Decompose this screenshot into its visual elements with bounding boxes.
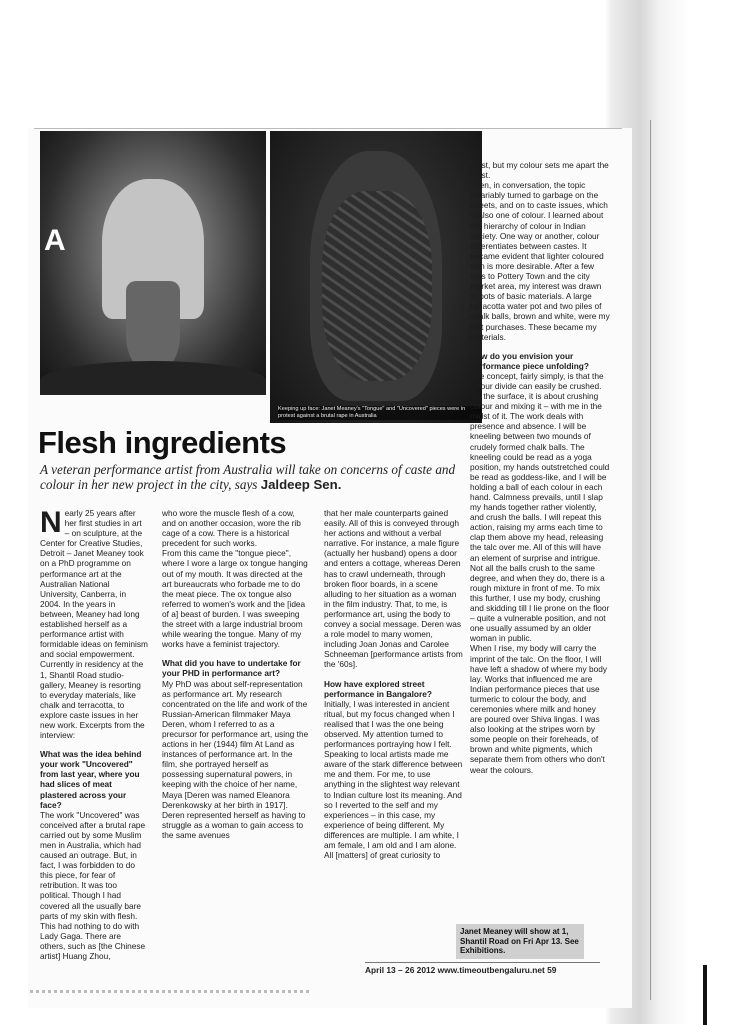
headline: Flesh ingredients bbox=[38, 425, 287, 460]
scan-artifact-strip bbox=[30, 990, 310, 993]
column-3-text: that her male counterparts gained easily. All of this is conveyed through her actions and without a verbal narrative. For instance, a male figure (actually her husband) opens a door and enters a cottage, whereas Deren has to crawl underneath, through broken floor boards, in a scene alluding to her situation as a woman in the film industry. That, to me, is performance art, using the body to convey a social message. Deren was a role model to many women, including Joan Jonas and Carolee Schneeman [performance artists from the '60s]. bbox=[324, 508, 463, 670]
answer-2: My PhD was about self-representation as performance art. My research concentrated on the life and work of the Russian-American filmmaker Maya Deren, whom I referred to as a precursor for performance art, using the actions in her (1944) film At Land as instances of performance art. In the film, she portrayed herself as possessing supernatural powers, in keeping with the choice of her name, Maya [Deren was named Eleanora Derenkowsky at her birth in 1917]. Deren represented herself as having to struggle as a woman to gain access to the same avenues bbox=[162, 678, 309, 840]
column-1-intro: early 25 years after her first studies in art – on sculpture, at the Center for Creative Studies, Detroit – Janet Meaney took on a PhD programme on performance art at the Australian National University, Canberra, in 2004. In the years in between, Meaney had long established herself as a performance artist with formidable ideas on feminism and social empowerment. Currently in residency at the 1, Shantil Road studio-gallery, Meaney is resorting to everyday materials, like chalk and terracotta, to explore caste issues in her new work. Excerpts from the interview: bbox=[40, 508, 148, 741]
question-1: What was the idea behind your work "Uncovered" from last year, where you had slices of meat plastered across your face? bbox=[40, 749, 142, 810]
column-3 bbox=[324, 508, 464, 860]
page-edge-mark bbox=[703, 965, 707, 1025]
column-2 bbox=[162, 508, 310, 840]
event-info-box: Janet Meaney will show at 1, Shantil Road on Fri Apr 13. See Exhibitions. bbox=[456, 924, 584, 959]
standfirst bbox=[40, 462, 460, 492]
photo-mask-texture bbox=[322, 191, 432, 381]
photo-uncovered bbox=[270, 131, 482, 423]
answer-3: Initially, I was interested in ancient ritual, but my focus changed when I realised that I was the one being observed. My attention turned to performances portraying how I felt. Speaking to local artists made me aware of the stark difference between me and them. For me, to use anything in the slightest way relevant to Indian culture lost its meaning. And so I reverted to the self and my experiences – in this case, my experience of being different. My differences are multiple. I am white, I am female, I am old and I am alone. All [matters] of great curiosity to bbox=[324, 698, 463, 861]
photo-caption: Keeping up face: Janet Meaney's "Tongue" and "Uncovered" pieces were in protest against a brutal rape in Australia bbox=[278, 406, 482, 420]
page-edge-line bbox=[650, 120, 651, 1000]
photo-shoulders bbox=[40, 361, 266, 395]
column-2-text: who wore the muscle flesh of a cow, and on another occasion, wore the rib cage of a cow. There is a historical precedent for such works. From this came the "tongue piece", where I wore a large ox tongue hanging out of my mouth. It was directed at the art bureaucrats who forbade me to do the meat piece. The ox tongue also referred to women's work and the [idea of a] beast of burden. I was sweeping the street with a large industrial broom while wearing the tongue. Many of my works have a feminist trajectory. bbox=[162, 508, 308, 650]
drop-cap: N bbox=[40, 506, 62, 539]
question-3: How have explored street performance in Bangalore? bbox=[324, 678, 432, 699]
photo-tongue-shape bbox=[126, 281, 180, 371]
answer-4: The concept, fairly simply, is that the colour divide can easily be crushed. On the surface, it is about crushing colour and mixing it – with me in the midst of it. The work deals with presence and absence. I will be kneeling between two mounds of crudely formed chalk balls. The kneeling could be read as a yoga position, my hands outstretched could be read as goddess-like, and I will be holding a ball of each colour in each hand. Calmness prevails, until I slap my hands together rather violently, and crush the balls. I will repeat this action, raising my arms each time to clap them above my head, releasing the talc over me. All of this will have an element of surprise and intrigue. Not all the balls crush to the same degree, and when they do, there is a rough mixture in front of me. To mix this further, I use my body, crushing and skidding till I lie prone on the floor – quite a vulnerable position, and not one usually assumed by an older woman in public. When I rise, my body will carry the imprint of the talc. On the floor, I will have left a shadow of where my body lay. Works that influenced me are Indian performance pieces that use turmeric to colour the body, and ceremonies where milk and honey are poured over Shiva lingas. I was also looking at the stripes worn by some people on their foreheads, of brown and white pigments, which separate them from others who don't wear the colours. bbox=[470, 370, 610, 775]
question-4: How do you envision your performance piece unfolding? bbox=[470, 350, 589, 371]
standfirst-text: A veteran performance artist from Australia will take on concerns of caste and colour in her new project in the city, says bbox=[40, 462, 456, 492]
column-4-text: most, but my colour sets me apart the most. Then, in conversation, the topic invariably turned to garbage on the streets, and on to caste issues, which is also one of colour. I learned about the hierarchy of colour in Indian society. One way or another, colour differentiates between castes. It became evident that lighter coloured skin is more desirable. After a few trips to Pottery Town and the city market area, my interest was drawn to pots of basic materials. A large terracotta water pot and two piles of chalk balls, brown and white, were my first purchases. These became my materials. bbox=[470, 160, 610, 342]
answer-1: The work "Uncovered" was conceived after a brutal rape carried out by some Muslim men in Australia, which had caused an outrage. But, in fact, I was forbidden to do this piece, for fear of retribution. It was too political. Though I had covered all the usually bare parts of my skin with flesh. This had nothing to do with Lady Gaga. There are others, such as [the Chinese artist] Huang Zhou, bbox=[40, 809, 146, 962]
photo-overlay-letter: A bbox=[44, 224, 66, 257]
column-1 bbox=[40, 508, 148, 961]
top-rule bbox=[34, 128, 622, 129]
column-4 bbox=[470, 160, 610, 775]
page-footer: April 13 – 26 2012 www.timeoutbengaluru.net 59 bbox=[365, 962, 600, 975]
photo-tongue bbox=[40, 131, 266, 395]
byline: Jaldeep Sen. bbox=[260, 477, 342, 492]
question-2: What did you have to undertake for your PHD in performance art? bbox=[162, 658, 301, 679]
